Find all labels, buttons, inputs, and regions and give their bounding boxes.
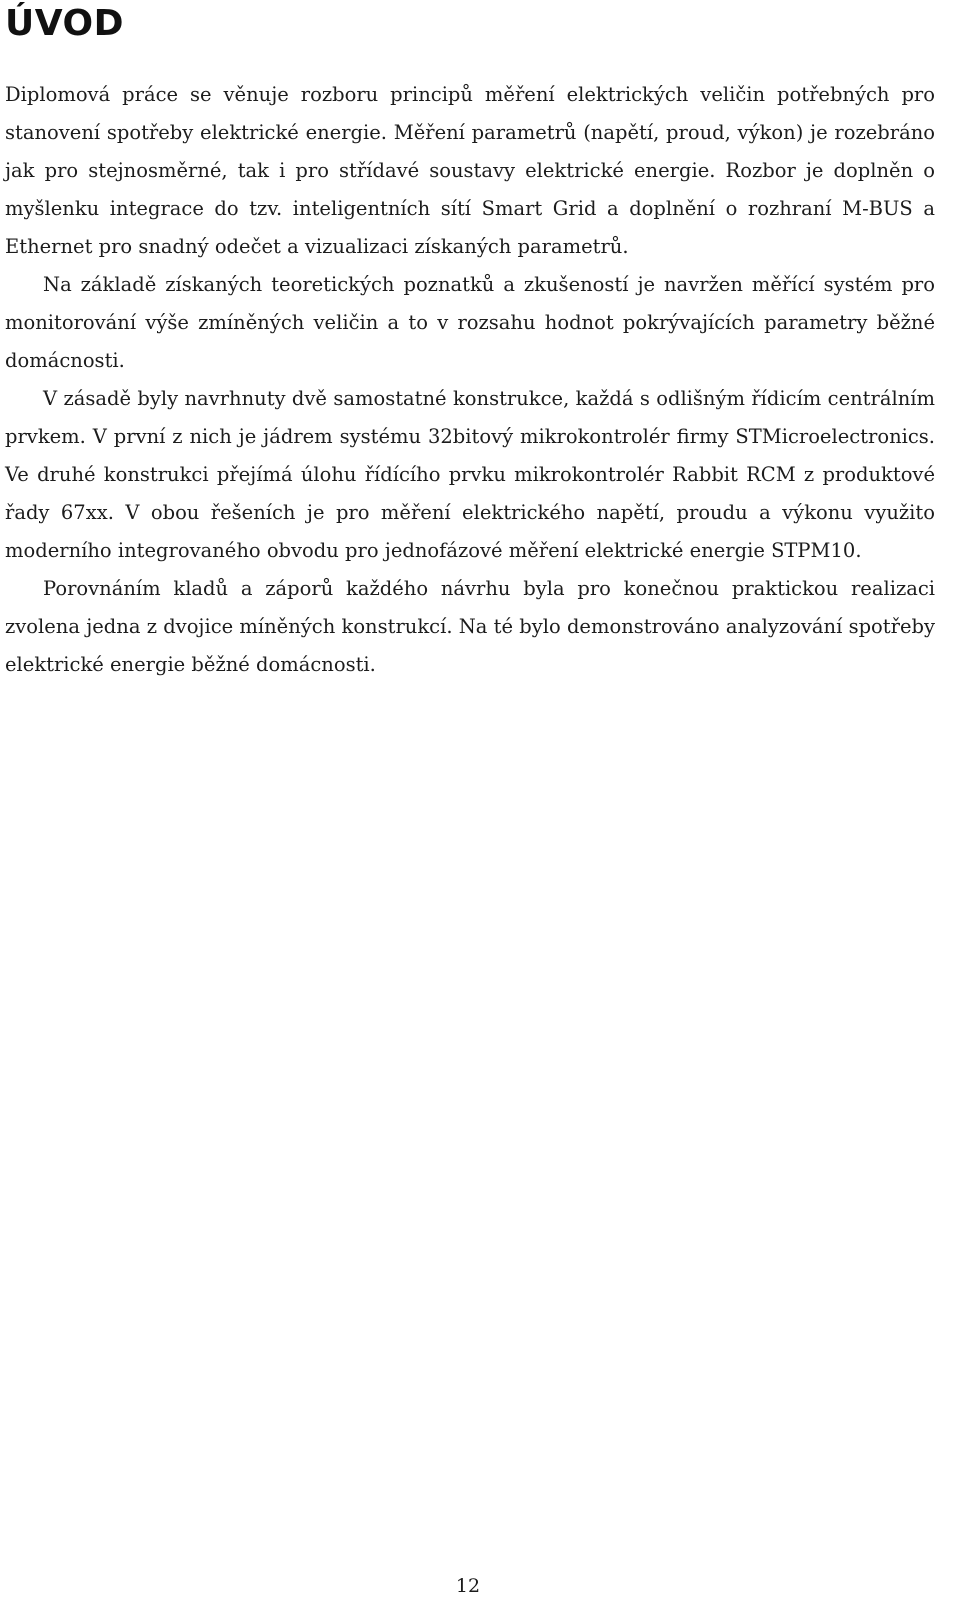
document-page (5, 0, 935, 684)
paragraph-design: Na základě získaných teoretických poznatků a zkušeností je navržen měřící systém pro monitorování výše zmíněných veličin a to v rozsahu hodnot pokrývajících parametry běžné domácnosti. (5, 273, 935, 372)
paragraph-intro: Diplomová práce se věnuje rozboru principů měření elektrických veličin potřebných pro stanovení spotřeby elektrické energie. Měření parametrů (napětí, proud, výkon) je rozebráno jak pro stejnosměrné, tak i pro střídavé soustavy elektrické energie. Rozbor je doplněn o myšlenku integrace do tzv. inteligentních sítí Smart Grid a doplnění o rozhraní M-BUS a Ethernet pro snadný odečet a vizualizaci získaných parametrů. (5, 83, 935, 258)
chapter-heading: ÚVOD (5, 3, 124, 44)
paragraph-constructions: V zásadě byly navrhnuty dvě samostatné konstrukce, každá s odlišným řídicím centrálním prvkem. V první z nich je jádrem systému 32bitový mikrokontrolér firmy STMicroelectronics. Ve druhé konstrukci přejímá úlohu řídícího prvku mikrokontrolér Rabbit RCM z produktové řady 67xx. V obou řešeních je pro měření elektrického napětí, proudu a výkonu využito moderního integrovaného obvodu pro jednofázové měření elektrické energie STPM10. (5, 387, 935, 562)
paragraph-conclusion: Porovnáním kladů a záporů každého návrhu byla pro konečnou praktickou realizaci zvolena jedna z dvojice míněných konstrukcí. Na té bylo demonstrováno analyzování spotřeby elektrické energie běžné domácnosti. (5, 577, 935, 676)
page-number: 12 (455, 1575, 481, 1597)
chapter-body (5, 76, 935, 684)
